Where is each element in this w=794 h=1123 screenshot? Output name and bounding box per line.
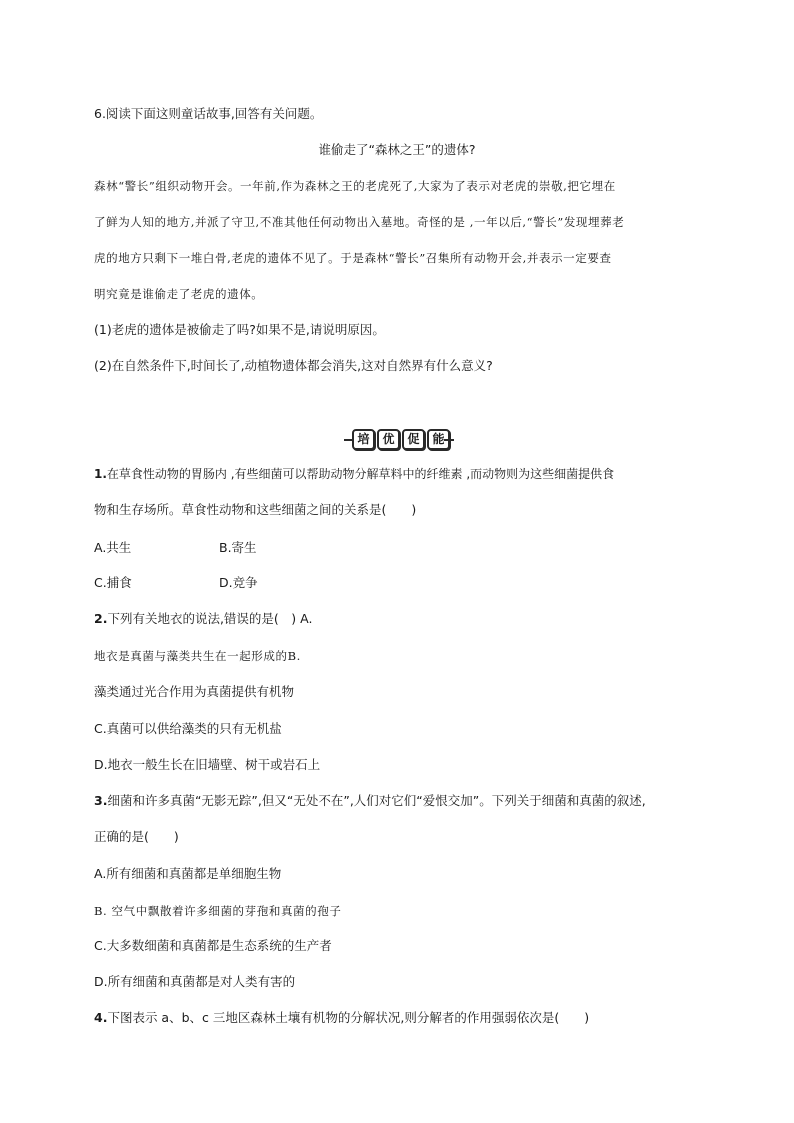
q2-option-c: C.真菌可以供给藻类的只有无机盐 [94,721,282,736]
q2-option-d: D.地衣一般生长在旧墙壁、树干或岩石上 [94,757,321,772]
story-title: 谁偷走了“森林之王”的遗体? [318,142,476,157]
q3-stem [94,793,646,809]
question-number: 2. [94,611,108,626]
q1-option-a: A.共生 [94,540,132,555]
q1-option-d: D.竞争 [219,575,258,590]
section-char: 促 [402,429,425,450]
section-char: 能 [427,429,450,450]
story-line-3: 虎的地方只剩下一堆白骨,老虎的遗体不见了。于是森林“警长”召集所有动物开会,并表示一定要查 [94,251,612,265]
story-line-4: 明究竟是谁偷走了老虎的遗体。 [94,287,264,301]
q3-option-d: D.所有细菌和真菌都是对人类有害的 [94,974,296,989]
q1-option-b: B.寄生 [219,540,257,555]
q2-stem [94,611,312,627]
q1-stem-line-2: 物和生存场所。草食性动物和这些细菌之间的关系是( ) [94,502,417,517]
q4-stem [94,1010,589,1026]
q2-line-2: 地衣是真菌与藻类共生在一起形成的B. [94,649,301,663]
q4-stem-text: 下图表示 a、b、c 三地区森林土壤有机物的分解状况,则分解者的作用强弱依次是( ) [107,1010,590,1025]
section-char: 优 [377,429,400,450]
q1-option-c: C.捕食 [94,575,132,590]
q3-option-c: C.大多数细菌和真菌都是生态系统的生产者 [94,938,332,953]
question-number: 4. [94,1010,108,1025]
q3-stem-text: 细菌和许多真菌“无影无踪”,但又“无处不在”,人们对它们“爱恨交加”。下列关于细菌和真菌的叙述, [107,793,646,808]
q1-stem-line-1 [94,466,614,482]
q2-stem-text: 下列有关地衣的说法,错误的是( ) A. [107,611,313,626]
story-line-1: 森林“警长”组织动物开会。一年前,作为森林之王的老虎死了,大家为了表示对老虎的崇敬,把它埋在 [94,179,616,193]
section-char: 培 [352,429,375,450]
q3-option-a: A.所有细菌和真菌都是单细胞生物 [94,866,282,881]
story-line-2: 了鲜为人知的地方,并派了守卫,不准其他任何动物出入墓地。奇怪的是 ,一年以后,“警长”发现埋葬老 [94,215,625,229]
section-bar-right [444,439,454,441]
q3-option-b: B. 空气中飘散着许多细菌的芽孢和真菌的孢子 [94,904,342,918]
question-number: 1. [94,467,107,481]
question-number: 3. [94,793,108,808]
q6-title: 6.阅读下面这则童话故事,回答有关问题。 [94,106,323,121]
q6-subquestion-2: (2)在自然条件下,时间长了,动植物遗体都会消失,这对自然界有什么意义? [94,358,493,373]
q1-stem-text: 在草食性动物的胃肠内 ,有些细菌可以帮助动物分解草料中的纤维素 ,而动物则为这些细菌提供食 [106,467,615,481]
q6-subquestion-1: (1)老虎的遗体是被偷走了吗?如果不是,请说明原因。 [94,322,385,337]
q2-line-3: 藻类通过光合作用为真菌提供有机物 [94,684,295,699]
section-badge [352,429,450,450]
q3-line-2: 正确的是( ) [94,829,179,844]
